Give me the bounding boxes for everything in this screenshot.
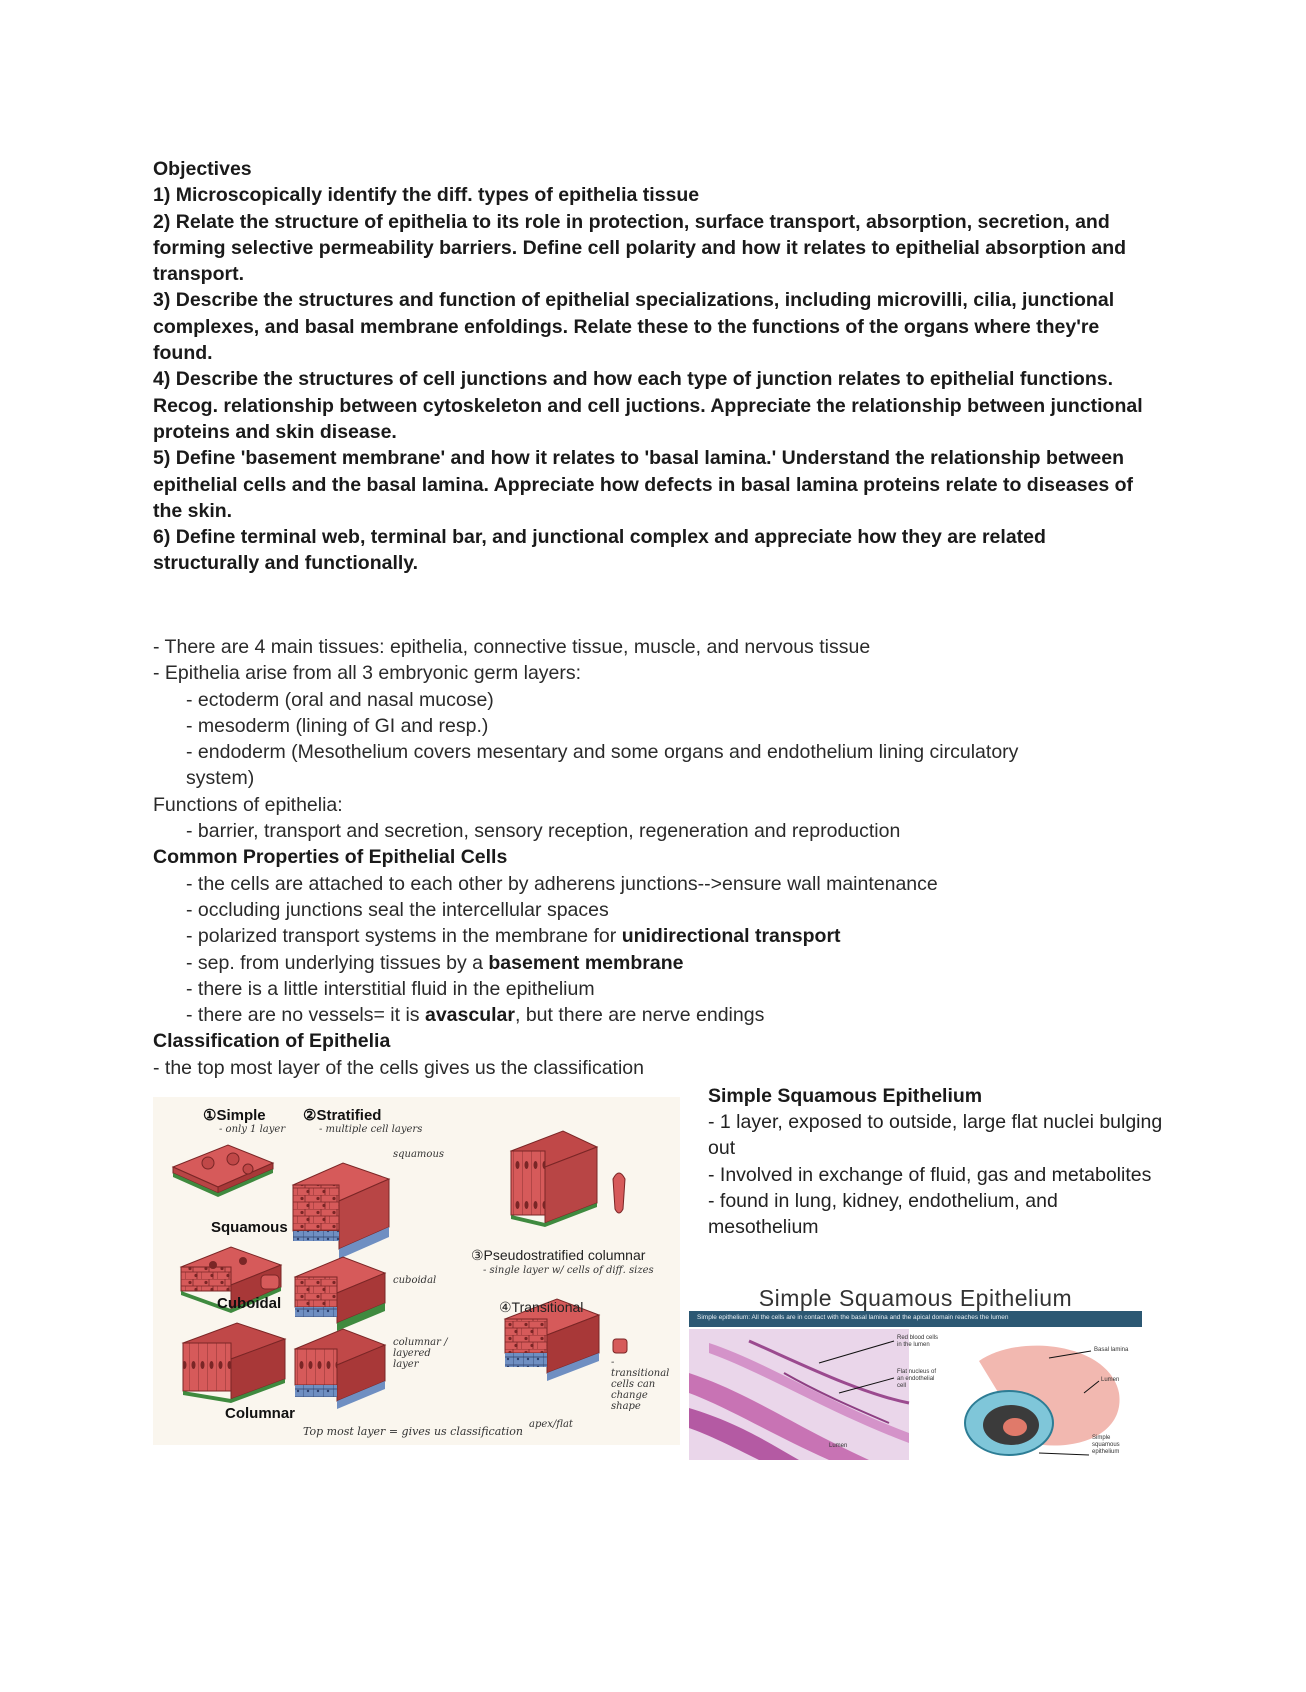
objective-item: 5) Define 'basement membrane' and how it relates to 'basal lamina.' Understand the relationship between epithelial cells and the basal lamina. Appreciate how defects in basal lamina proteins relate to diseases of the skin. [153,447,1134,522]
simple-squamous-heading: Simple Squamous Epithelium [708,1085,983,1107]
stratified-cuboidal-block [295,1257,385,1331]
simple-squamous-slide [689,1283,1142,1460]
stratified-squamous-block [293,1163,389,1259]
section-heading: Common Properties of Epithelial Cells [153,846,508,869]
note-line: Functions of epithelia: [153,793,343,816]
note-apex: apex/flat [529,1419,573,1430]
note-text: - there are no vessels= it is [186,1004,425,1027]
label-transitional: ④Transitional [499,1299,584,1315]
note-line: - the top most layer of the cells gives us the classification [153,1056,644,1079]
epithelia-types-illustration [153,1097,680,1445]
notes-section [153,634,1143,1081]
note-line: - the cells are attached to each other by adherens junctions-->ensure wall maintenance [186,872,938,895]
note-bold: basement membrane [488,951,684,974]
objectives-heading: Objectives [153,158,252,180]
note-line: - There are 4 main tissues: epithelia, connective tissue, muscle, and nervous tissue [153,636,871,658]
note-line: - barrier, transport and secretion, sensory reception, regeneration and reproduction [186,820,901,843]
note-line: - ectoderm (oral and nasal mucose) [186,688,494,711]
simple-squamous-block [173,1145,273,1197]
note-line: system) [186,767,255,790]
simple-squamous-bullet: - found in lung, kidney, endothelium, and mesothelium [708,1189,1058,1239]
slide-banner-text: Simple epithelium: All the cells are in contact with the basal lamina and the apical domain reaches the lumen [697,1314,1009,1321]
objective-item: 2) Relate the structure of epithelia to its role in protection, surface transport, absorption, secretion, and forming selective permeability barriers. Define cell polarity and how it relates to epithelial absorption and transport. [153,210,1127,286]
note-squamous: squamous [393,1149,445,1160]
simple-squamous-section [708,1083,1168,1240]
objective-item: 6) Define terminal web, terminal bar, and junctional complex and appreciate how they are related structurally and functionally. [153,526,1046,575]
label-squamous: Squamous [211,1219,288,1236]
label-simple: ①Simple [203,1107,266,1124]
note-classification: Top most layer = gives us classification [303,1425,523,1438]
label-stratified: ②Stratified [303,1107,382,1124]
label-columnar: Columnar [225,1405,296,1422]
objective-item: 4) Describe the structures of cell junctions and how each type of junction relates to epithelial functions. Recog. relationship between cytoskeleton and cell juctions. Appreciate the relationship between junctional proteins and skin disease. [153,368,1143,443]
objectives-section [153,156,1143,577]
stratified-columnar-block [295,1329,385,1409]
note-stratified: - multiple cell layers [319,1124,423,1135]
label-lumen: Lumen [1101,1377,1120,1383]
note-bold: avascular [424,1004,515,1027]
simple-squamous-bullet: - 1 layer, exposed to outside, large flat nuclei bulging out [708,1111,1163,1160]
simple-squamous-bullet: - Involved in exchange of fluid, gas and metabolites [708,1163,1152,1186]
objective-item: 3) Describe the structures and function of epithelial specializations, including microvilli, cilia, junctional complexes, and basal membrane enfoldings. Relate these to the functions of the organs where they're found. [153,289,1115,365]
note-line: - occluding junctions seal the intercellular spaces [186,898,609,921]
note-line [153,950,1143,976]
label-lumen-histo: Lumen [829,1443,848,1449]
note-line: - mesoderm (lining of GI and resp.) [186,714,489,737]
note-line [153,1002,1143,1028]
note-text: - sep. from underlying tissues by a [186,951,489,974]
note-text: , but there are nerve endings [514,1004,765,1027]
note-line: - there is a little interstitial fluid in the epithelium [186,977,595,1000]
label-flat-nucleus: Flat nucleus of an endothelial cell [897,1369,937,1389]
section-heading: Classification of Epithelia [153,1030,391,1053]
label-rbc: Red blood cells in the lumen [897,1335,939,1348]
note-transitional: - transitional cells can change shape [611,1357,670,1412]
note-bold: unidirectional transport [621,925,841,948]
slide-title: Simple Squamous Epithelium [758,1285,1073,1311]
note-cuboidal: cuboidal [393,1275,437,1286]
label-simple-squamous-epithelium: Simple squamous epithelium [1092,1435,1120,1455]
label-basal-lamina: Basal lamina [1094,1347,1129,1353]
objective-item: 1) Microscopically identify the diff. types of epithelia tissue [153,184,700,207]
note-line: - endoderm (Mesothelium covers mesentary and some organs and endothelium lining circulatory [186,741,1019,764]
note-text: - polarized transport systems in the membrane for [186,925,622,948]
note-line: - Epithelia arise from all 3 embryonic germ layers: [153,662,582,685]
note-line [153,923,1143,949]
label-pseudostratified: ③Pseudostratified columnar [471,1247,646,1263]
simple-columnar-block [183,1323,285,1403]
note-pseudostratified: - single layer w/ cells of diff. sizes [483,1265,654,1276]
note-simple: - only 1 layer [219,1124,286,1135]
note-columnar: columnar / layered layer [393,1337,448,1370]
label-cuboidal: Cuboidal [217,1295,282,1312]
pseudostratified-block [511,1131,625,1227]
